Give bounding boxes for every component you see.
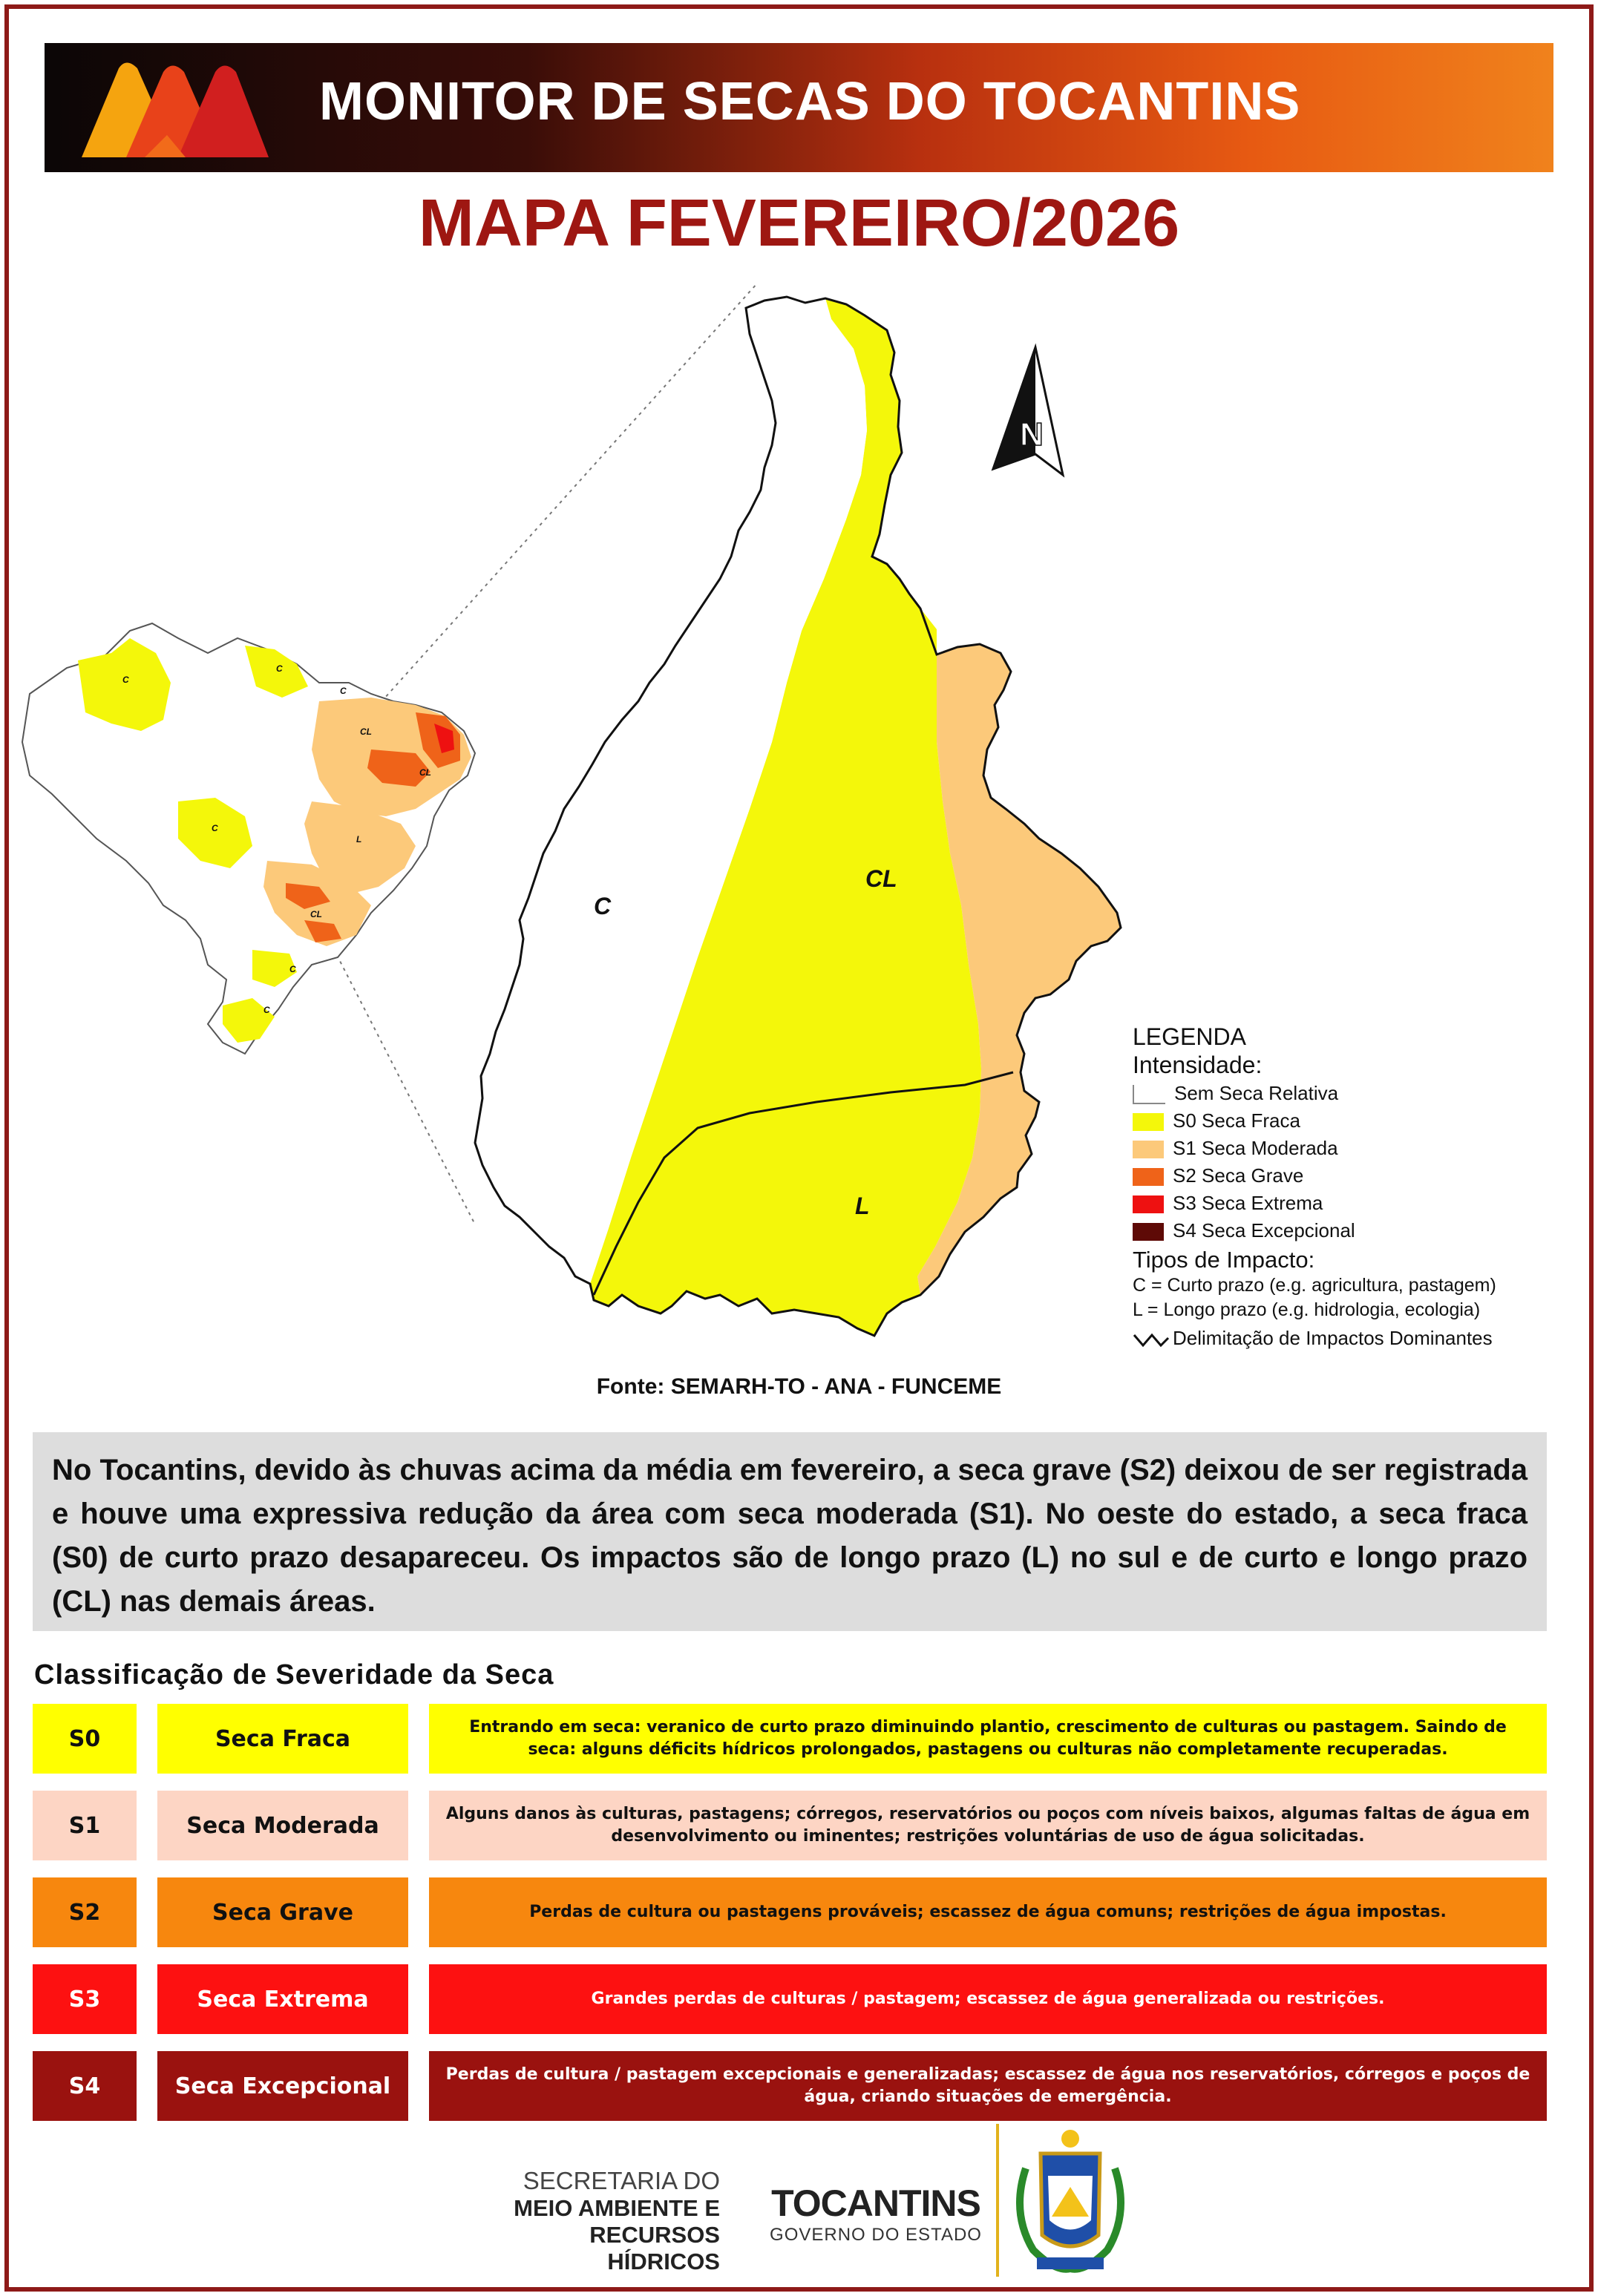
legend-swatch [1133,1085,1165,1104]
class-name: Seca Fraca [157,1704,408,1774]
class-desc: Perdas de cultura ou pastagens prováveis; escassez de água comuns; restrições de água impostas. [429,1877,1547,1947]
class-code: S4 [33,2051,137,2121]
legend-title: LEGENDA [1133,1023,1246,1050]
legend-swatch [1133,1195,1164,1213]
class-row-s1 [33,1791,1547,1860]
semarh-line2: MEIO AMBIENTE E [514,2195,720,2221]
legend-item-s0: S0 Seca Fraca [1133,1109,1300,1132]
legend-impact-c: C = Curto prazo (e.g. agricultura, pastagem) [1133,1275,1496,1296]
inset-label: C [122,675,129,685]
map-legend [1133,1023,1496,1349]
inset-label: C [276,663,283,674]
class-code: S0 [33,1704,137,1774]
legend-delimitation: Delimitação de Impactos Dominantes [1133,1327,1493,1350]
legend-item-s2: S2 Seca Grave [1133,1164,1303,1187]
legend-swatch [1133,1168,1164,1186]
inset-label: C [289,964,296,974]
class-code: S2 [33,1877,137,1947]
class-desc: Alguns danos às culturas, pastagens; córregos, reservatórios ou poços com níveis baixos, algumas faltas de água em desenvolvimento ou iminentes; restrições voluntárias de uso de água solicitadas. [429,1791,1547,1860]
class-row-s2 [33,1877,1547,1947]
inset-label: CL [360,726,372,737]
map-title: MAPA FEVEREIRO/2026 [418,186,1180,260]
legend-item-s1: S1 Seca Moderada [1133,1137,1338,1160]
class-desc: Entrando em seca: veranico de curto prazo diminuindo plantio, crescimento de culturas ou pastagem. Saindo de seca: alguns déficits hídricos prolongados, pastagens ou culturas não completamente recuperadas. [429,1704,1547,1774]
class-row-s4 [33,2051,1547,2121]
gov-divider [996,2124,999,2277]
header-title: MONITOR DE SECAS DO TOCANTINS [319,72,1301,131]
map-source: Fonte: SEMARH-TO - ANA - FUNCEME [596,1374,1002,1399]
gov-sub: GOVERNO DO ESTADO [770,2225,982,2245]
inset-label: CL [310,909,322,919]
drought-map [0,267,1598,1365]
legend-intensity-title: Intensidade: [1133,1052,1263,1078]
delimitation-line-icon [1133,1331,1170,1348]
semarh-line1: SECRETARIA DO [523,2167,720,2194]
brazil-inset-map [22,623,475,1054]
class-name: Seca Extrema [157,1964,408,2034]
classification-title: Classificação de Severidade da Seca [34,1659,554,1690]
class-name: Seca Excepcional [157,2051,408,2121]
class-name: Seca Grave [157,1877,408,1947]
inset-label: C [212,823,218,833]
header-banner [45,43,1553,172]
region-label-l: L [855,1193,870,1219]
legend-impact-title: Tipos de Impacto: [1133,1247,1315,1273]
class-code: S3 [33,1964,137,2034]
class-desc: Grandes perdas de culturas / pastagem; escassez de água generalizada ou restrições. [429,1964,1547,2034]
class-row-s3 [33,1964,1547,2034]
class-name: Seca Moderada [157,1791,408,1860]
class-code: S1 [33,1791,137,1860]
legend-item-none: Sem Seca Relativa [1133,1082,1338,1105]
inset-label: CL [419,767,431,778]
monitor-logo [74,53,275,165]
legend-item-s4: S4 Seca Excepcional [1133,1219,1355,1242]
gov-logo [764,2182,987,2246]
description-text: No Tocantins, devido às chuvas acima da média em fevereiro, a seca grave (S2) deixou de ser registrada e houve uma expressiva redução da área com seca moderada (S1). No oeste do estado, a seca fraca (S0) de curto prazo desapareceu. Os impactos são de longo prazo (L) no sul e de curto e longo prazo (CL) nas demais áreas. [52,1454,1527,1618]
inset-label: C [340,686,347,696]
north-label: N [1020,416,1044,453]
semarh-line3: RECURSOS HÍDRICOS [589,2222,720,2274]
class-desc: Perdas de cultura / pastagem excepcionais e generalizadas; escassez de água nos reservatórios, córregos e poços de água, criando situações de emergência. [429,2051,1547,2121]
semarh-logo [475,2167,720,2275]
legend-item-s3: S3 Seca Extrema [1133,1192,1323,1215]
legend-swatch [1133,1223,1164,1241]
state-seal-icon [1003,2124,1137,2280]
legend-impact-l: L = Longo prazo (e.g. hidrologia, ecologia) [1133,1299,1481,1320]
region-label-cl: CL [865,865,897,892]
legend-swatch [1133,1141,1164,1158]
legend-swatch [1133,1113,1164,1131]
inset-label: L [356,834,362,844]
gov-name: TOCANTINS [771,2182,980,2224]
description-box [33,1432,1547,1631]
north-arrow-icon [993,347,1063,475]
region-label-c: C [594,893,612,919]
inset-label: C [263,1005,270,1015]
class-row-s0 [33,1704,1547,1774]
